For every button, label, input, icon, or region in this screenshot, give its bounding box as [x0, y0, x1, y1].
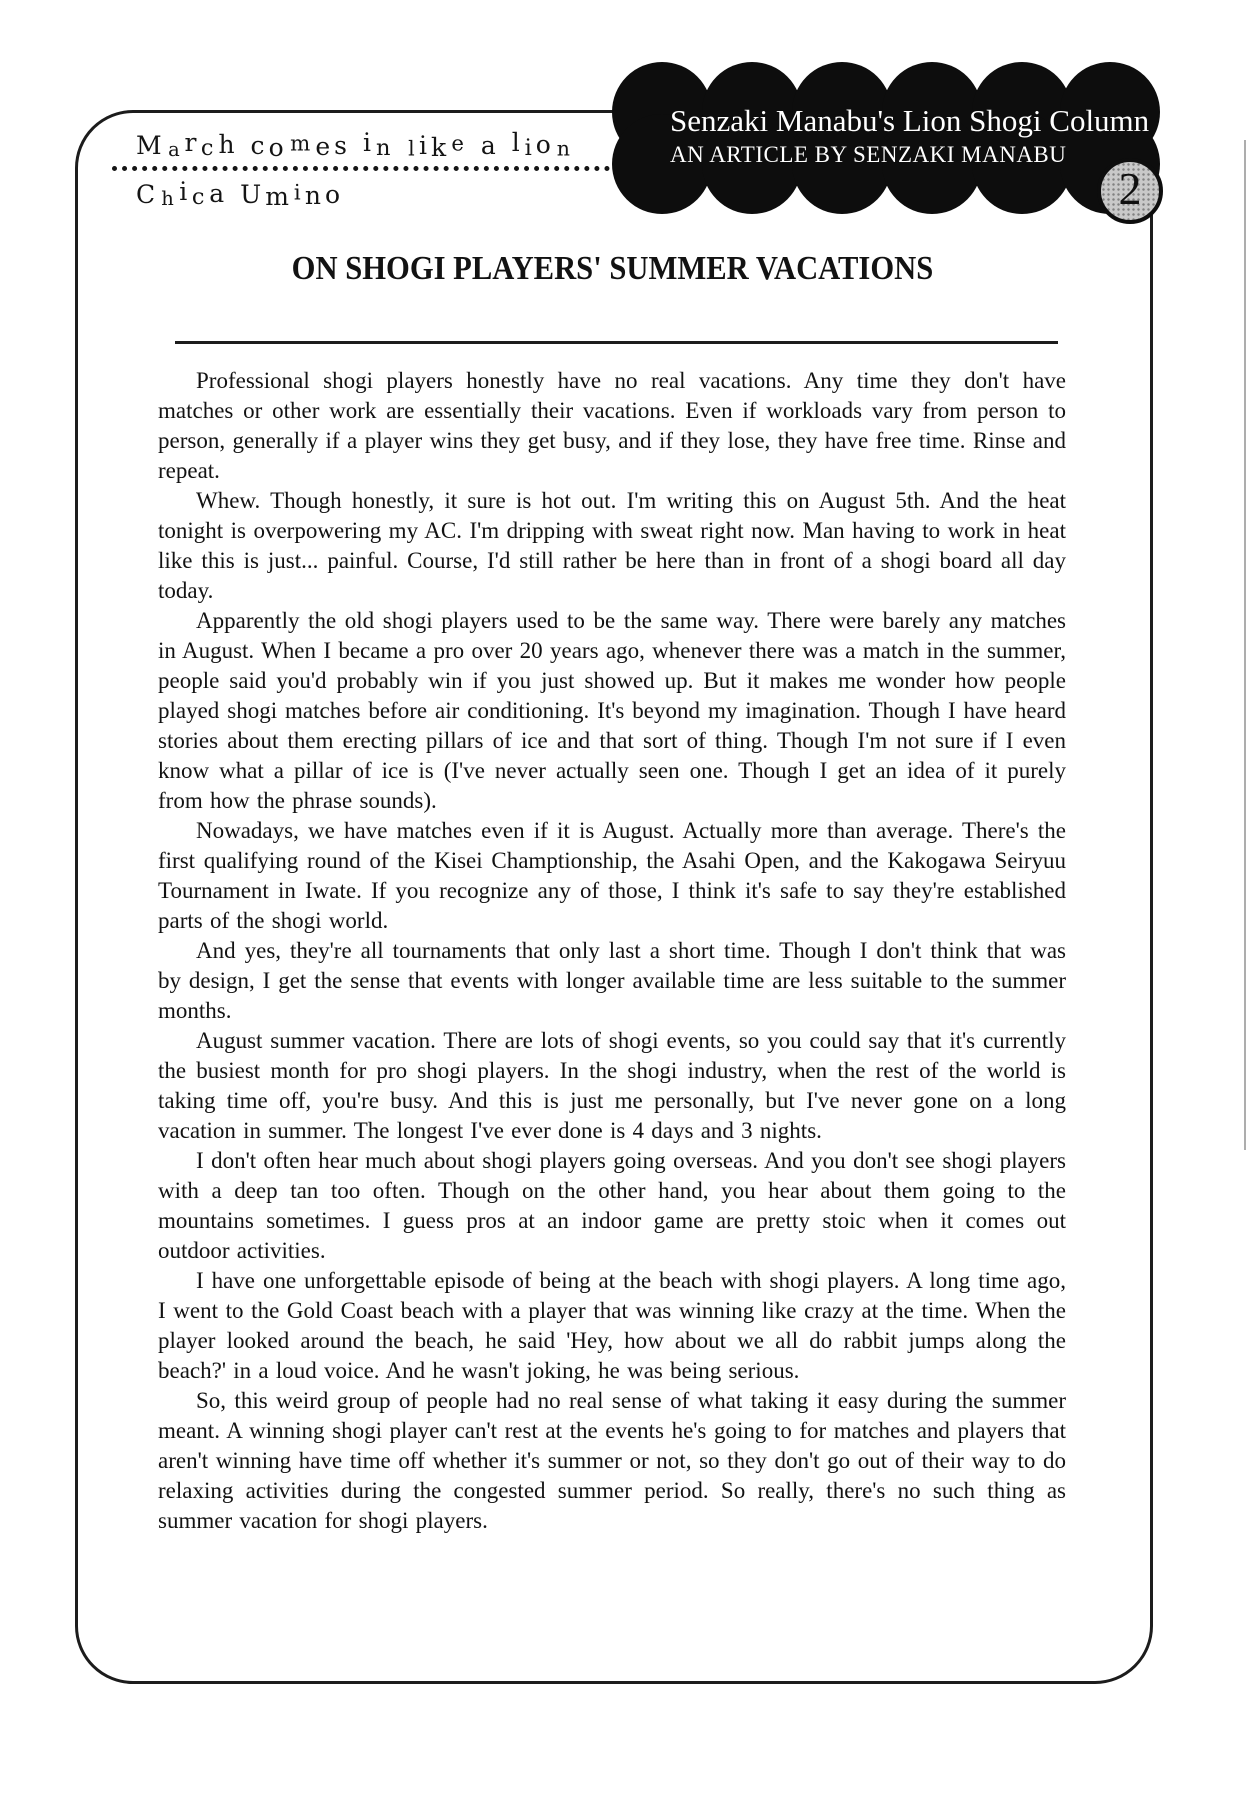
article-paragraph: Professional shogi players honestly have no real vacations. Any time they don't have matches or other work are essentially their vacations. Even if workloads vary from person to person, generally if a player wins they get busy, and if they lose, they have free time. Rinse and repeat. — [158, 368, 1066, 483]
column-title: Senzaki Manabu's Lion Shogi Column — [670, 103, 1150, 138]
article-paragraph: Nowadays, we have matches even if it is August. Actually more than average. There's the first qualifying round of the Kisei Champtionship, the Asahi Open, and the Kakogawa Seiryuu Tournament in Iwate. If you recognize any of those, I think it's safe to say they're established parts of the shogi world. — [158, 818, 1066, 933]
dotted-divider — [112, 166, 620, 171]
series-title: March comes in like a lion — [136, 128, 574, 162]
column-subtitle: AN ARTICLE BY SENZAKI MANABU — [670, 142, 1067, 167]
page-number-badge — [1097, 158, 1163, 224]
article-title: ON SHOGI PLAYERS' SUMMER VACATIONS — [291, 250, 933, 287]
column-header-text — [670, 102, 1149, 170]
scan-edge-artifact — [1244, 140, 1246, 1150]
column-header-bubble — [612, 62, 1160, 214]
article-body — [158, 366, 1066, 1536]
page-number: 2 — [1118, 163, 1142, 214]
article-paragraph: Whew. Though honestly, it sure is hot out. I'm writing this on August 5th. And the heat tonight is overpowering my AC. I'm dripping with sweat right now. Man having to work in heat like this is just... painful. Course, I'd still rather be here than in front of a shogi board all day today. — [158, 488, 1066, 603]
series-author: Chica Umino — [136, 177, 345, 211]
article-paragraph: I don't often hear much about shogi players going overseas. And you don't see shogi players with a deep tan too often. Though on the other hand, you hear about them going to the mountains sometimes. I guess pros at an indoor game are pretty stoic when it comes out outdoor activities. — [158, 1148, 1066, 1263]
article-paragraph: So, this weird group of people had no real sense of what taking it easy during the summer meant. A winning shogi player can't rest at the events he's going to for matches and players that aren't winning have time off whether it's summer or not, so they don't go out of their way to do relaxing activities during the congested summer period. So really, there's no such thing as summer vacation for shogi players. — [158, 1388, 1066, 1533]
article-paragraph: August summer vacation. There are lots of shogi events, so you could say that it's currently the busiest month for pro shogi players. In the shogi industry, when the rest of the world is taking time off, you're busy. And this is just me personally, but I've never gone on a long vacation in summer. The longest I've ever done is 4 days and 3 nights. — [158, 1028, 1066, 1143]
title-underline — [175, 341, 1058, 344]
article-paragraph: Apparently the old shogi players used to be the same way. There were barely any matches in August. When I became a pro over 20 years ago, whenever there was a match in the summer, people said you'd probably win if you just showed up. But it makes me wonder how people played shogi matches before air conditioning. It's beyond my imagination. Though I have heard stories about them erecting pillars of ice and that sort of thing. Though I'm not sure if I even know what a pillar of ice is (I've never actually seen one. Though I get an idea of it purely from how the phrase sounds). — [158, 608, 1066, 813]
article-paragraph: I have one unforgettable episode of being at the beach with shogi players. A long time ago, I went to the Gold Coast beach with a player that was winning like crazy at the time. When the player looked around the beach, he said 'Hey, how about we all do rabbit jumps along the beach?' in a loud voice. And he wasn't joking, he was being serious. — [158, 1268, 1066, 1383]
article-paragraph: And yes, they're all tournaments that only last a short time. Though I don't think that was by design, I get the sense that events with longer available time are less suitable to the summer months. — [158, 938, 1066, 1023]
